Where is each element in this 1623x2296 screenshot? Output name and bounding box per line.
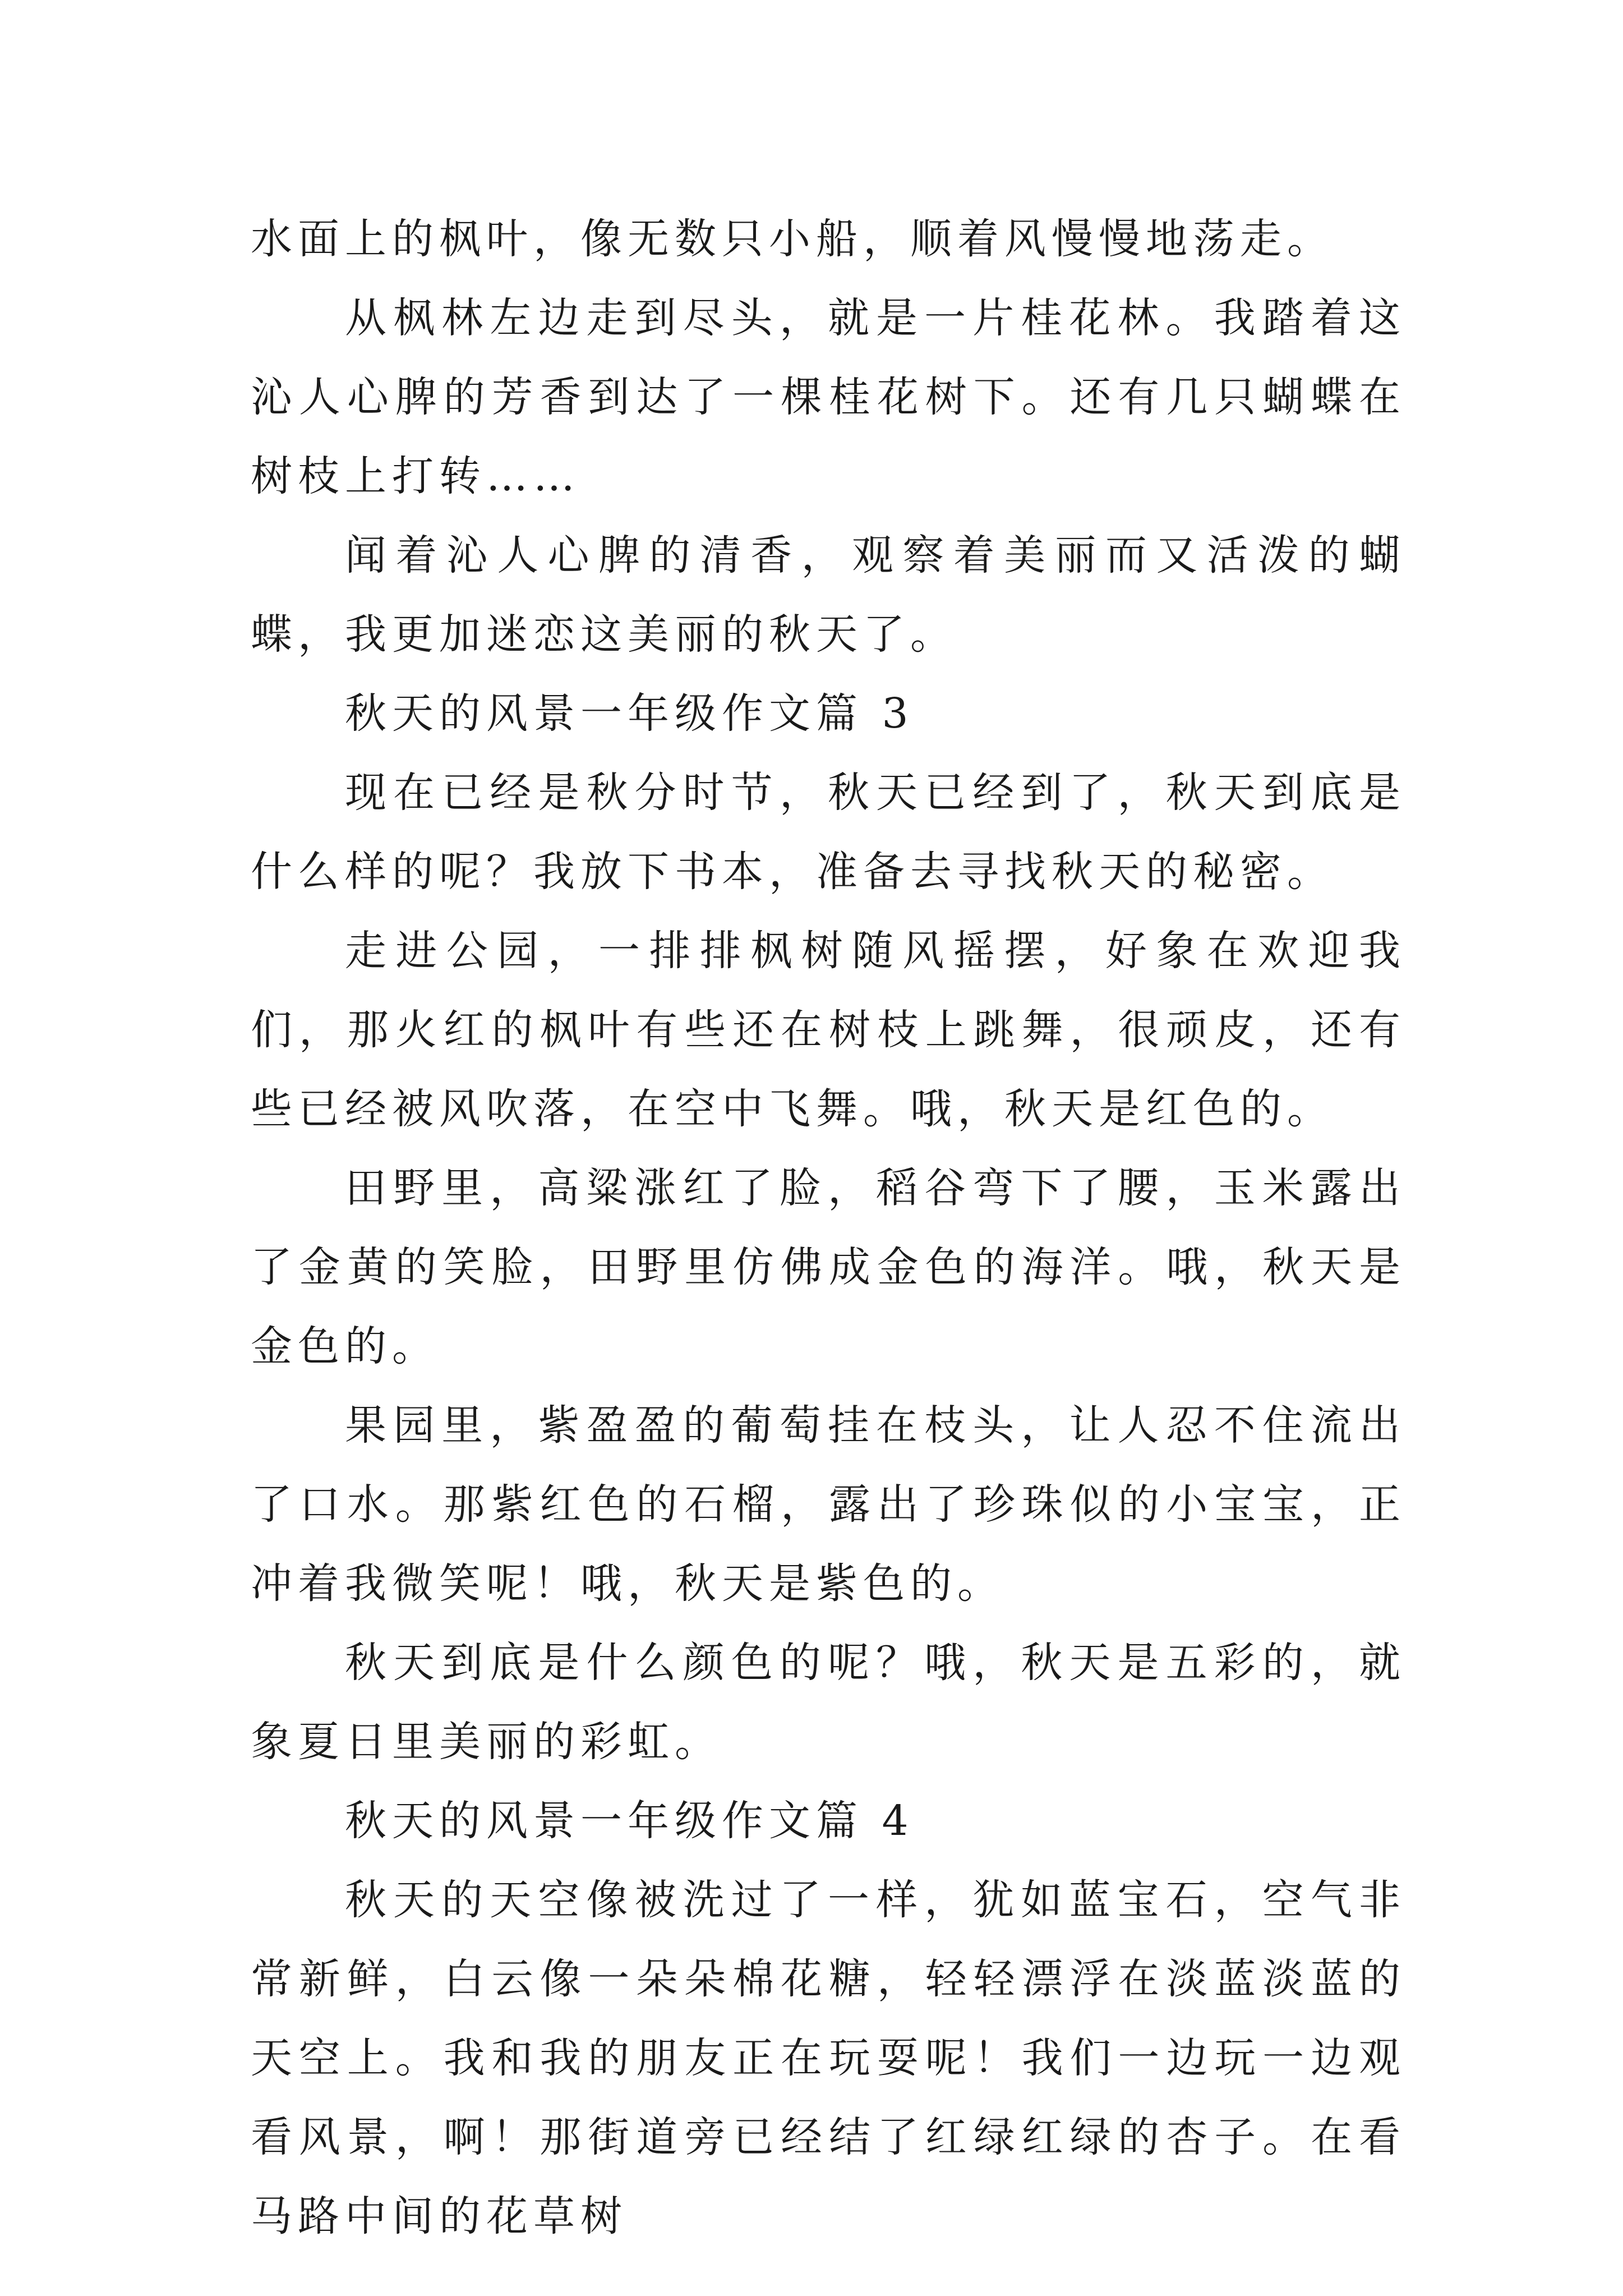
paragraph-park-maple: 走进公园，一排排枫树随风摇摆，好象在欢迎我们，那火红的枫叶有些还在树枝上跳舞，很顽皮，还有些已经被风吹落，在空中飞舞。哦，秋天是红色的。 <box>251 927 1406 1133</box>
section-heading-3: 秋天的风景一年级作文篇 3 <box>345 689 914 738</box>
paragraph-osmanthus-forest: 从枫林左边走到尽头，就是一片桂花林。我踏着这沁人心脾的芳香到达了一棵桂花树下。还有几只蝴蝶在树枝上打转…… <box>251 294 1406 500</box>
paragraph-autumn-equinox: 现在已经是秋分时节，秋天已经到了，秋天到底是什么样的呢？我放下书本，准备去寻找秋天的秘密。 <box>251 769 1406 896</box>
section-heading-4: 秋天的风景一年级作文篇 4 <box>345 1797 914 1845</box>
paragraph-colors: 秋天到底是什么颜色的呢？哦，秋天是五彩的，就象夏日里美丽的彩虹。 <box>251 1639 1406 1766</box>
paragraph-sky: 秋天的天空像被洗过了一样，犹如蓝宝石，空气非常新鲜，白云像一朵朵棉花糖，轻轻漂浮在淡蓝淡蓝的天空上。我和我的朋友正在玩耍呢！我们一边玩一边观看风景，啊！那街道旁已经结了红绿红绿的杏子。在看马路中间的花草树 <box>251 1876 1406 2240</box>
paragraph-fragrance: 闻着沁人心脾的清香，观察着美丽而又活泼的蝴蝶，我更加迷恋这美丽的秋天了。 <box>251 531 1406 659</box>
paragraph-fields: 田野里，高粱涨红了脸，稻谷弯下了腰，玉米露出了金黄的笑脸，田野里仿佛成金色的海洋。哦，秋天是金色的。 <box>251 1164 1406 1370</box>
paragraph-continuation: 水面上的枫叶，像无数只小船，顺着风慢慢地荡走。 <box>251 215 1334 263</box>
paragraph-orchard: 果园里，紫盈盈的葡萄挂在枝头，让人忍不住流出了口水。那紫红色的石榴，露出了珍珠似的小宝宝，正冲着我微笑呢！哦，秋天是紫色的。 <box>251 1401 1406 1608</box>
document-body <box>251 200 1406 2256</box>
